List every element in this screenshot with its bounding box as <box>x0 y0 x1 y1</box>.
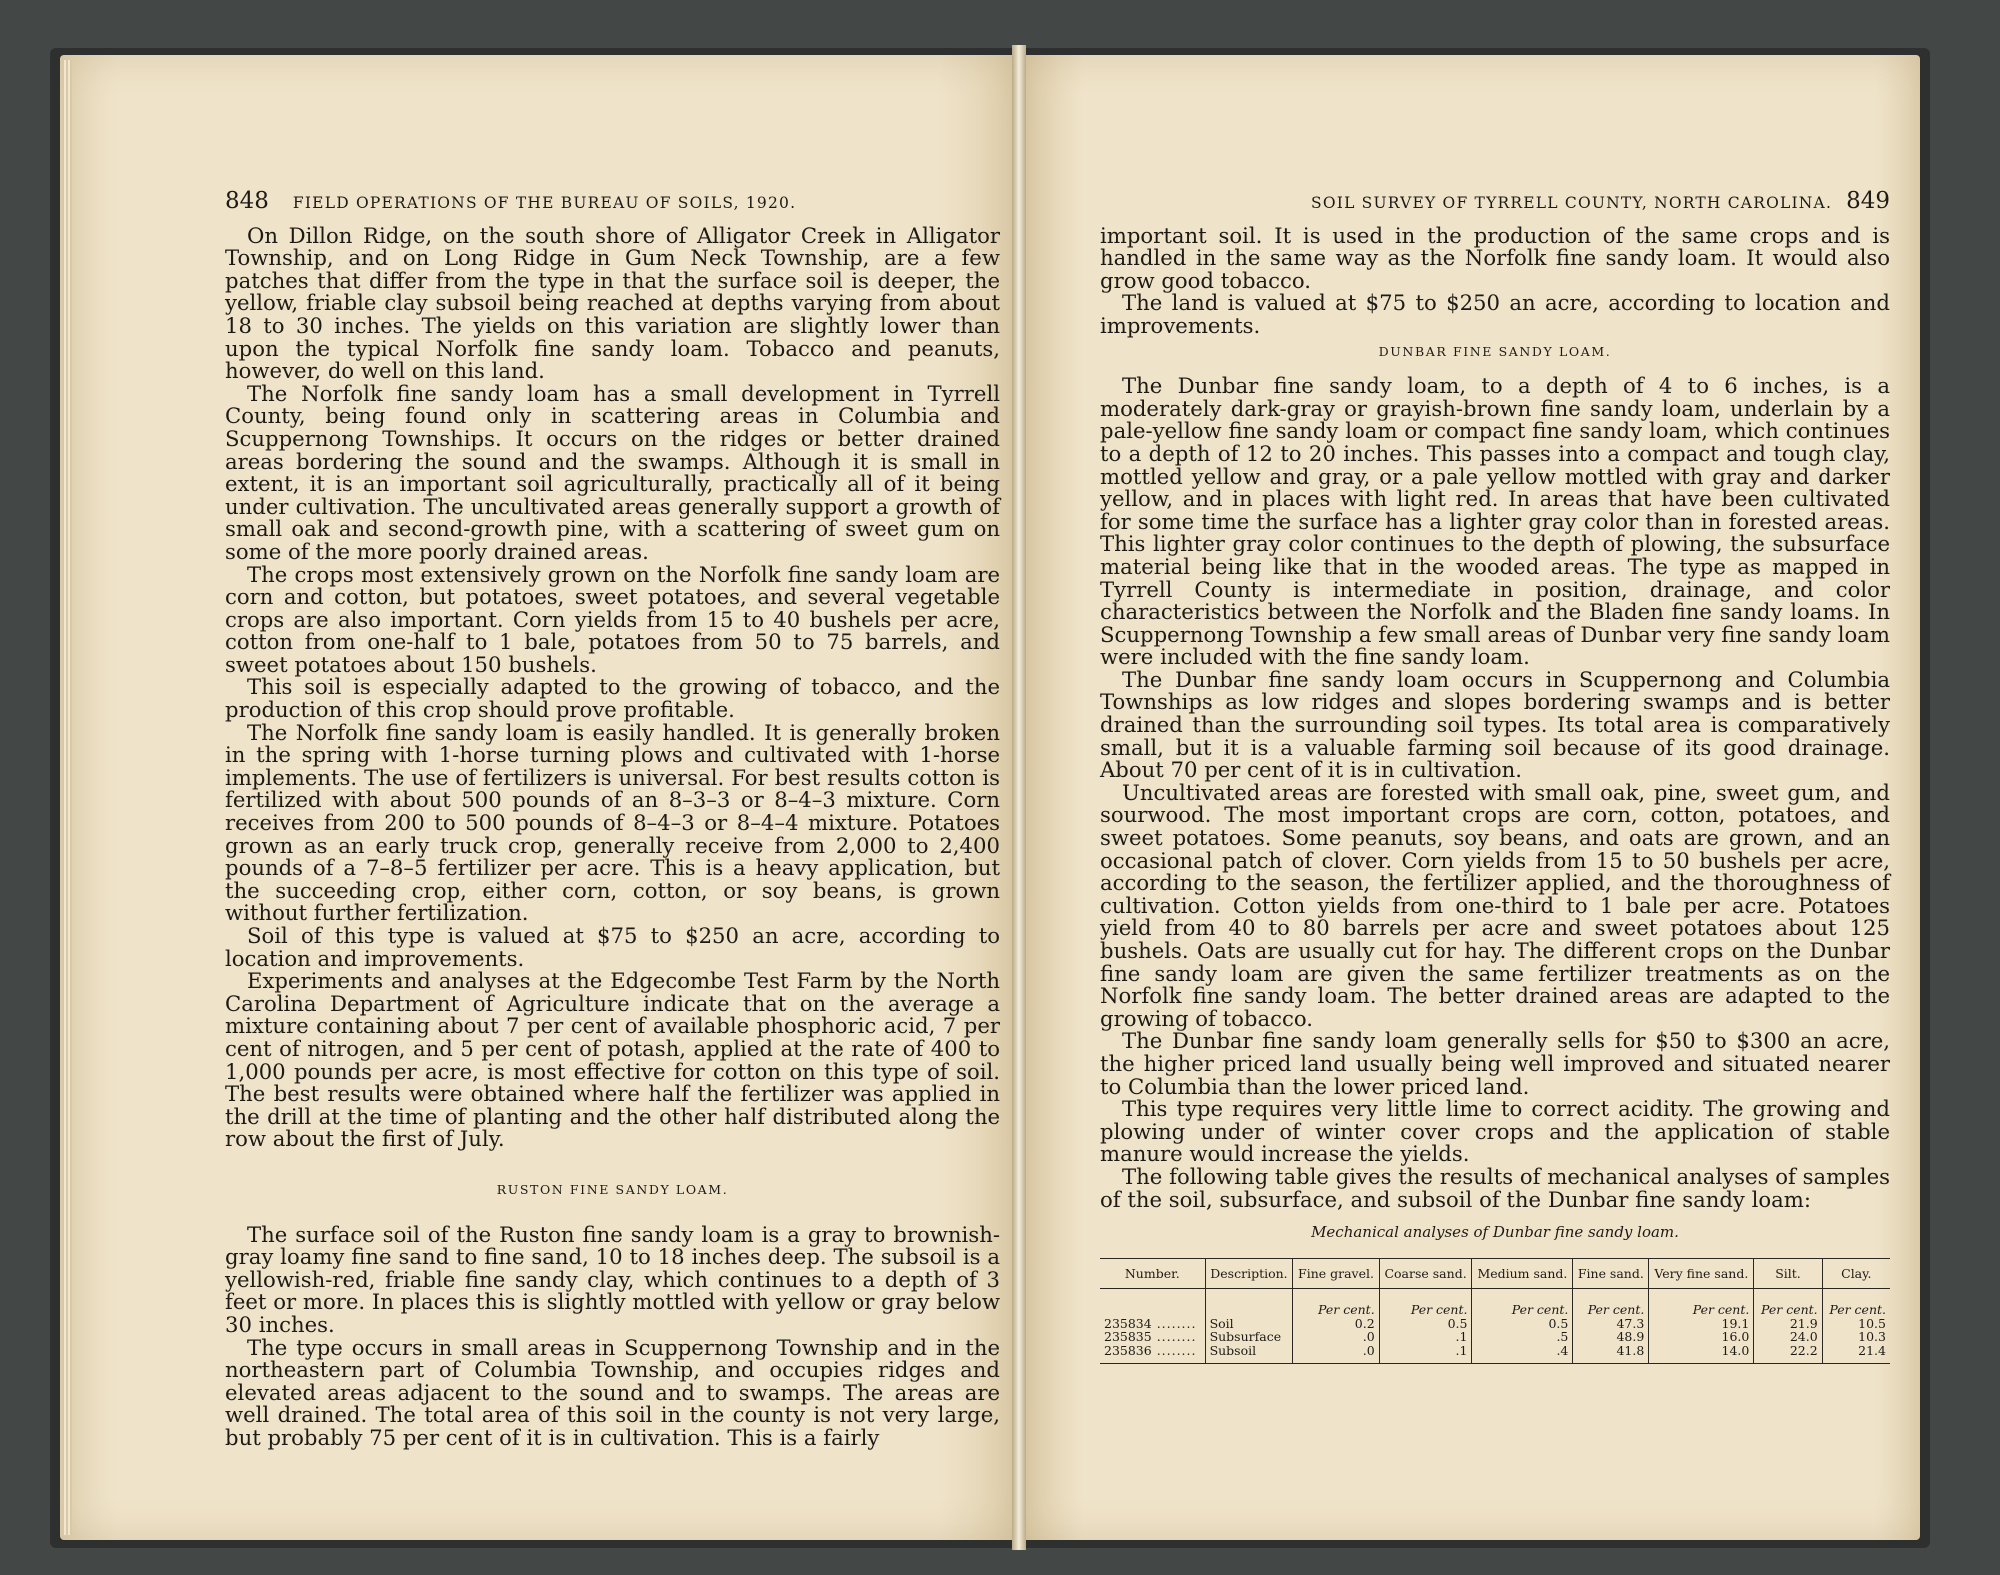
table-cell: 0.2 <box>1293 1317 1379 1331</box>
paragraph: The Norfolk fine sandy loam has a small development in Tyrrell County, being found only in scattering areas in Columbia and Scuppernong Townships. It occurs on the ridges or better drained areas bordering the sound and the swamps. Although it is small in extent, it is an important soil agriculturally, practically all of it being under cultivation. The uncultivated areas generally support a growth of small oak and second-growth pine, with a scattering of sweet gum on some of the more poorly drained areas. <box>225 380 1000 564</box>
paragraph: Experiments and analyses at the Edgecombe Test Farm by the North Carolina Department of Agriculture indicate that on the average a mixture containing about 7 per cent of available phosphoric acid, 7 per cent of nitrogen, and 5 per cent of potash, applied at the rate of 400 to 1,000 pounds per acre, is most effective for cotton on this type of soil. The best results were obtained where half the fertilizer was applied in the drill at the time of planting and the other half distributed along the row about the first of July. <box>225 968 1000 1152</box>
table-cell: 19.1 <box>1649 1317 1754 1331</box>
section-heading: RUSTON FINE SANDY LOAM. <box>496 1181 729 1197</box>
mechanical-analyses-table <box>1100 1258 1890 1365</box>
unit-label: Per cent. <box>1822 1289 1890 1317</box>
table-cell: .5 <box>1472 1330 1573 1344</box>
unit-label: Per cent. <box>1472 1289 1573 1317</box>
section-heading: DUNBAR FINE SANDY LOAM. <box>1378 343 1612 359</box>
paragraph: This soil is especially adapted to the growing of tobacco, and the production of this crop should prove profitable. <box>225 674 1000 723</box>
table-cell: 14.0 <box>1649 1344 1754 1364</box>
column-header: Number. <box>1100 1258 1205 1289</box>
right-running-header <box>1100 190 1890 215</box>
table-cell: 47.3 <box>1573 1317 1649 1331</box>
running-head: SOIL SURVEY OF TYRRELL COUNTY, NORTH CAROLINA. <box>1311 194 1833 212</box>
right-page <box>1020 55 1920 1540</box>
paragraph: On Dillon Ridge, on the south shore of Alligator Creek in Alligator Township, and on Long Ridge in Gum Neck Township, are a few patches that differ from the type in that the surface soil is deeper, the yellow, friable clay subsoil being reached at depths varying from about 18 to 30 inches. The yields on this variation are slightly lower than upon the typical Norfolk fine sandy loam. Tobacco and peanuts, however, do well on this land. <box>225 222 1000 384</box>
unit-label: Per cent. <box>1293 1289 1379 1317</box>
unit-label: Per cent. <box>1754 1289 1822 1317</box>
table-cell: 16.0 <box>1649 1330 1754 1344</box>
running-head: FIELD OPERATIONS OF THE BUREAU OF SOILS, 1920. <box>292 194 797 212</box>
table-cell: 24.0 <box>1754 1330 1822 1344</box>
table-cell: 10.3 <box>1822 1330 1890 1344</box>
left-page <box>60 55 1015 1540</box>
paragraph: The crops most extensively grown on the Norfolk fine sandy loam are corn and cotton, but potatoes, sweet potatoes, and several vegetable crops are also important. Corn yields from 15 to 40 bushels per acre, cotton from one-half to 1 bale, potatoes from 50 to 75 barrels, and sweet potatoes about 150 bushels. <box>225 561 1000 677</box>
column-header: Fine gravel. <box>1293 1258 1379 1289</box>
paragraph: The Dunbar fine sandy loam generally sells for $50 to $300 an acre, the higher priced land usually being well improved and situated nearer to Columbia than the lower priced land. <box>1100 1028 1890 1099</box>
paragraph: The following table gives the results of mechanical analyses of samples of the soil, subsurface, and subsoil of the Dunbar fine sandy loam: <box>1100 1163 1890 1212</box>
paragraph: The Dunbar fine sandy loam occurs in Scuppernong and Columbia Townships as low ridges and slopes bordering swamps and is better drained than the surrounding soil types. Its total area is comparatively small, but it is a valuable farming soil because of its good drainage. About 70 per cent of it is in cultivation. <box>1100 666 1890 783</box>
paragraph: Soil of this type is valued at $75 to $250 an acre, according to location and improvements. <box>225 923 1000 971</box>
column-header: Clay. <box>1822 1258 1890 1289</box>
units-row <box>1100 1289 1890 1317</box>
column-header: Very fine sand. <box>1649 1258 1754 1289</box>
sample-description: Subsoil <box>1205 1344 1293 1364</box>
table-cell: .0 <box>1293 1344 1379 1364</box>
paragraph: This type requires very little lime to correct acidity. The growing and plowing under of winter cover crops and the application of stable manure would increase the yields. <box>1100 1096 1890 1167</box>
sample-number: 235835 ..... <box>1100 1330 1205 1344</box>
paragraph: The surface soil of the Ruston fine sandy loam is a gray to brownish-gray loamy fine sand to fine sand, 10 to 18 inches deep. The subsoil is a yellowish-red, friable fine sandy clay, which continues to a depth of 3 feet or more. In places this is slightly mottled with yellow or gray below 30 inches. <box>225 1221 1000 1337</box>
table-header-row <box>1100 1258 1890 1289</box>
paragraph: The land is valued at $75 to $250 an acre, according to location and improvements. <box>1100 290 1890 338</box>
paragraph: The Dunbar fine sandy loam, to a depth of 4 to 6 inches, is a moderately dark-gray or grayish-brown fine sandy loam, underlain by a pale-yellow fine sandy loam or compact fine sandy loam, which continues to a depth of 12 to 20 inches. This passes into a compact and tough clay, mottled yellow and gray, or a pale yellow mottled with gray and darker yellow, and in places with light red. In areas that have been cultivated for some time the surface has a lighter gray color than in forested areas. This lighter gray color continues to the depth of plowing, the subsurface material being like that in the wooded areas. The type as mapped in Tyrrell County is intermediate in position, drainage, and color characteristics between the Norfolk and the Bladen fine sandy loams. In Scuppernong Township a few small areas of Dunbar very fine sandy loam were included with the fine sandy loam. <box>1100 373 1890 670</box>
table-cell: 22.2 <box>1754 1344 1822 1364</box>
table-row <box>1100 1317 1890 1331</box>
paragraph: Uncultivated areas are forested with small oak, pine, sweet gum, and sourwood. The most important crops are corn, cotton, potatoes, and sweet potatoes. Some peanuts, soy beans, and oats are grown, and an occasional patch of clover. Corn yields from 15 to 50 bushels per acre, according to the season, the fertilizer applied, and the thoroughness of cultivation. Cotton yields from one-third to 1 bale per acre. Potatoes yield from 40 to 80 barrels per acre and sweet potatoes about 125 bushels. Oats are usually cut for hay. The different crops on the Dunbar fine sandy loam are given the same fertilizer treatments as on the Norfolk fine sandy loam. The better drained areas are adapted to the growing of tobacco. <box>1100 779 1890 1031</box>
table-cell: .1 <box>1379 1330 1472 1344</box>
table-cell: 21.4 <box>1822 1344 1890 1364</box>
column-header: Fine sand. <box>1573 1258 1649 1289</box>
unit-label: Per cent. <box>1649 1289 1754 1317</box>
page-number: 848 <box>225 188 269 214</box>
paragraph: The Norfolk fine sandy loam is easily handled. It is generally broken in the spring with 1-horse turning plows and cultivated with 1-horse implements. The use of fertilizers is universal. For best results cotton is fertilized with about 500 pounds of an 8–3–3 or 8–4–3 mixture. Corn receives from 200 to 500 pounds of 8–4–3 or 8–4–4 mixture. Potatoes grown as an early truck crop, generally receive from 2,000 to 2,400 pounds of a 7–8–5 fertilizer per acre. This is a heavy application, but the succeeding crop, either corn, cotton, or soy beans, is grown without further fertilization. <box>225 719 1000 926</box>
table-cell: 0.5 <box>1472 1317 1573 1331</box>
unit-label: Per cent. <box>1573 1289 1649 1317</box>
right-page-content <box>1100 190 1890 1364</box>
table-cell: 41.8 <box>1573 1344 1649 1364</box>
left-running-header <box>225 190 1000 215</box>
sample-number: 235836 ..... <box>1100 1344 1205 1364</box>
table-cell: 48.9 <box>1573 1330 1649 1344</box>
table-caption: Mechanical analyses of Dunbar fine sandy loam. <box>1311 1223 1679 1242</box>
page-number: 849 <box>1846 188 1890 214</box>
table-cell: .4 <box>1472 1344 1573 1364</box>
book-gutter <box>1012 45 1026 1550</box>
column-header: Coarse sand. <box>1379 1258 1472 1289</box>
column-header: Description. <box>1205 1258 1293 1289</box>
sample-number: 235834 ..... <box>1100 1317 1205 1331</box>
column-header: Medium sand. <box>1472 1258 1573 1289</box>
table-row <box>1100 1344 1890 1364</box>
sample-description: Soil <box>1205 1317 1293 1331</box>
table-cell: 10.5 <box>1822 1317 1890 1331</box>
table-cell: .0 <box>1293 1330 1379 1344</box>
table-cell: 0.5 <box>1379 1317 1472 1331</box>
paragraph: important soil. It is used in the production of the same crops and is handled in the same way as the Norfolk fine sandy loam. It would also grow good tobacco. <box>1100 222 1890 293</box>
page-edges <box>62 60 72 1535</box>
left-page-content <box>225 190 1000 1449</box>
column-header: Silt. <box>1754 1258 1822 1289</box>
table-row <box>1100 1330 1890 1344</box>
unit-label: Per cent. <box>1379 1289 1472 1317</box>
table-cell: 21.9 <box>1754 1317 1822 1331</box>
sample-description: Subsurface <box>1205 1330 1293 1344</box>
table-cell: .1 <box>1379 1344 1472 1364</box>
paragraph: The type occurs in small areas in Scuppernong Township and in the northeastern part of Columbia Township, and occupies ridges and elevated areas adjacent to the sound and to swamps. The areas are well drained. The total area of this soil in the county is not very large, but probably 75 per cent of it is in cultivation. This is a fairly <box>225 1334 1000 1450</box>
